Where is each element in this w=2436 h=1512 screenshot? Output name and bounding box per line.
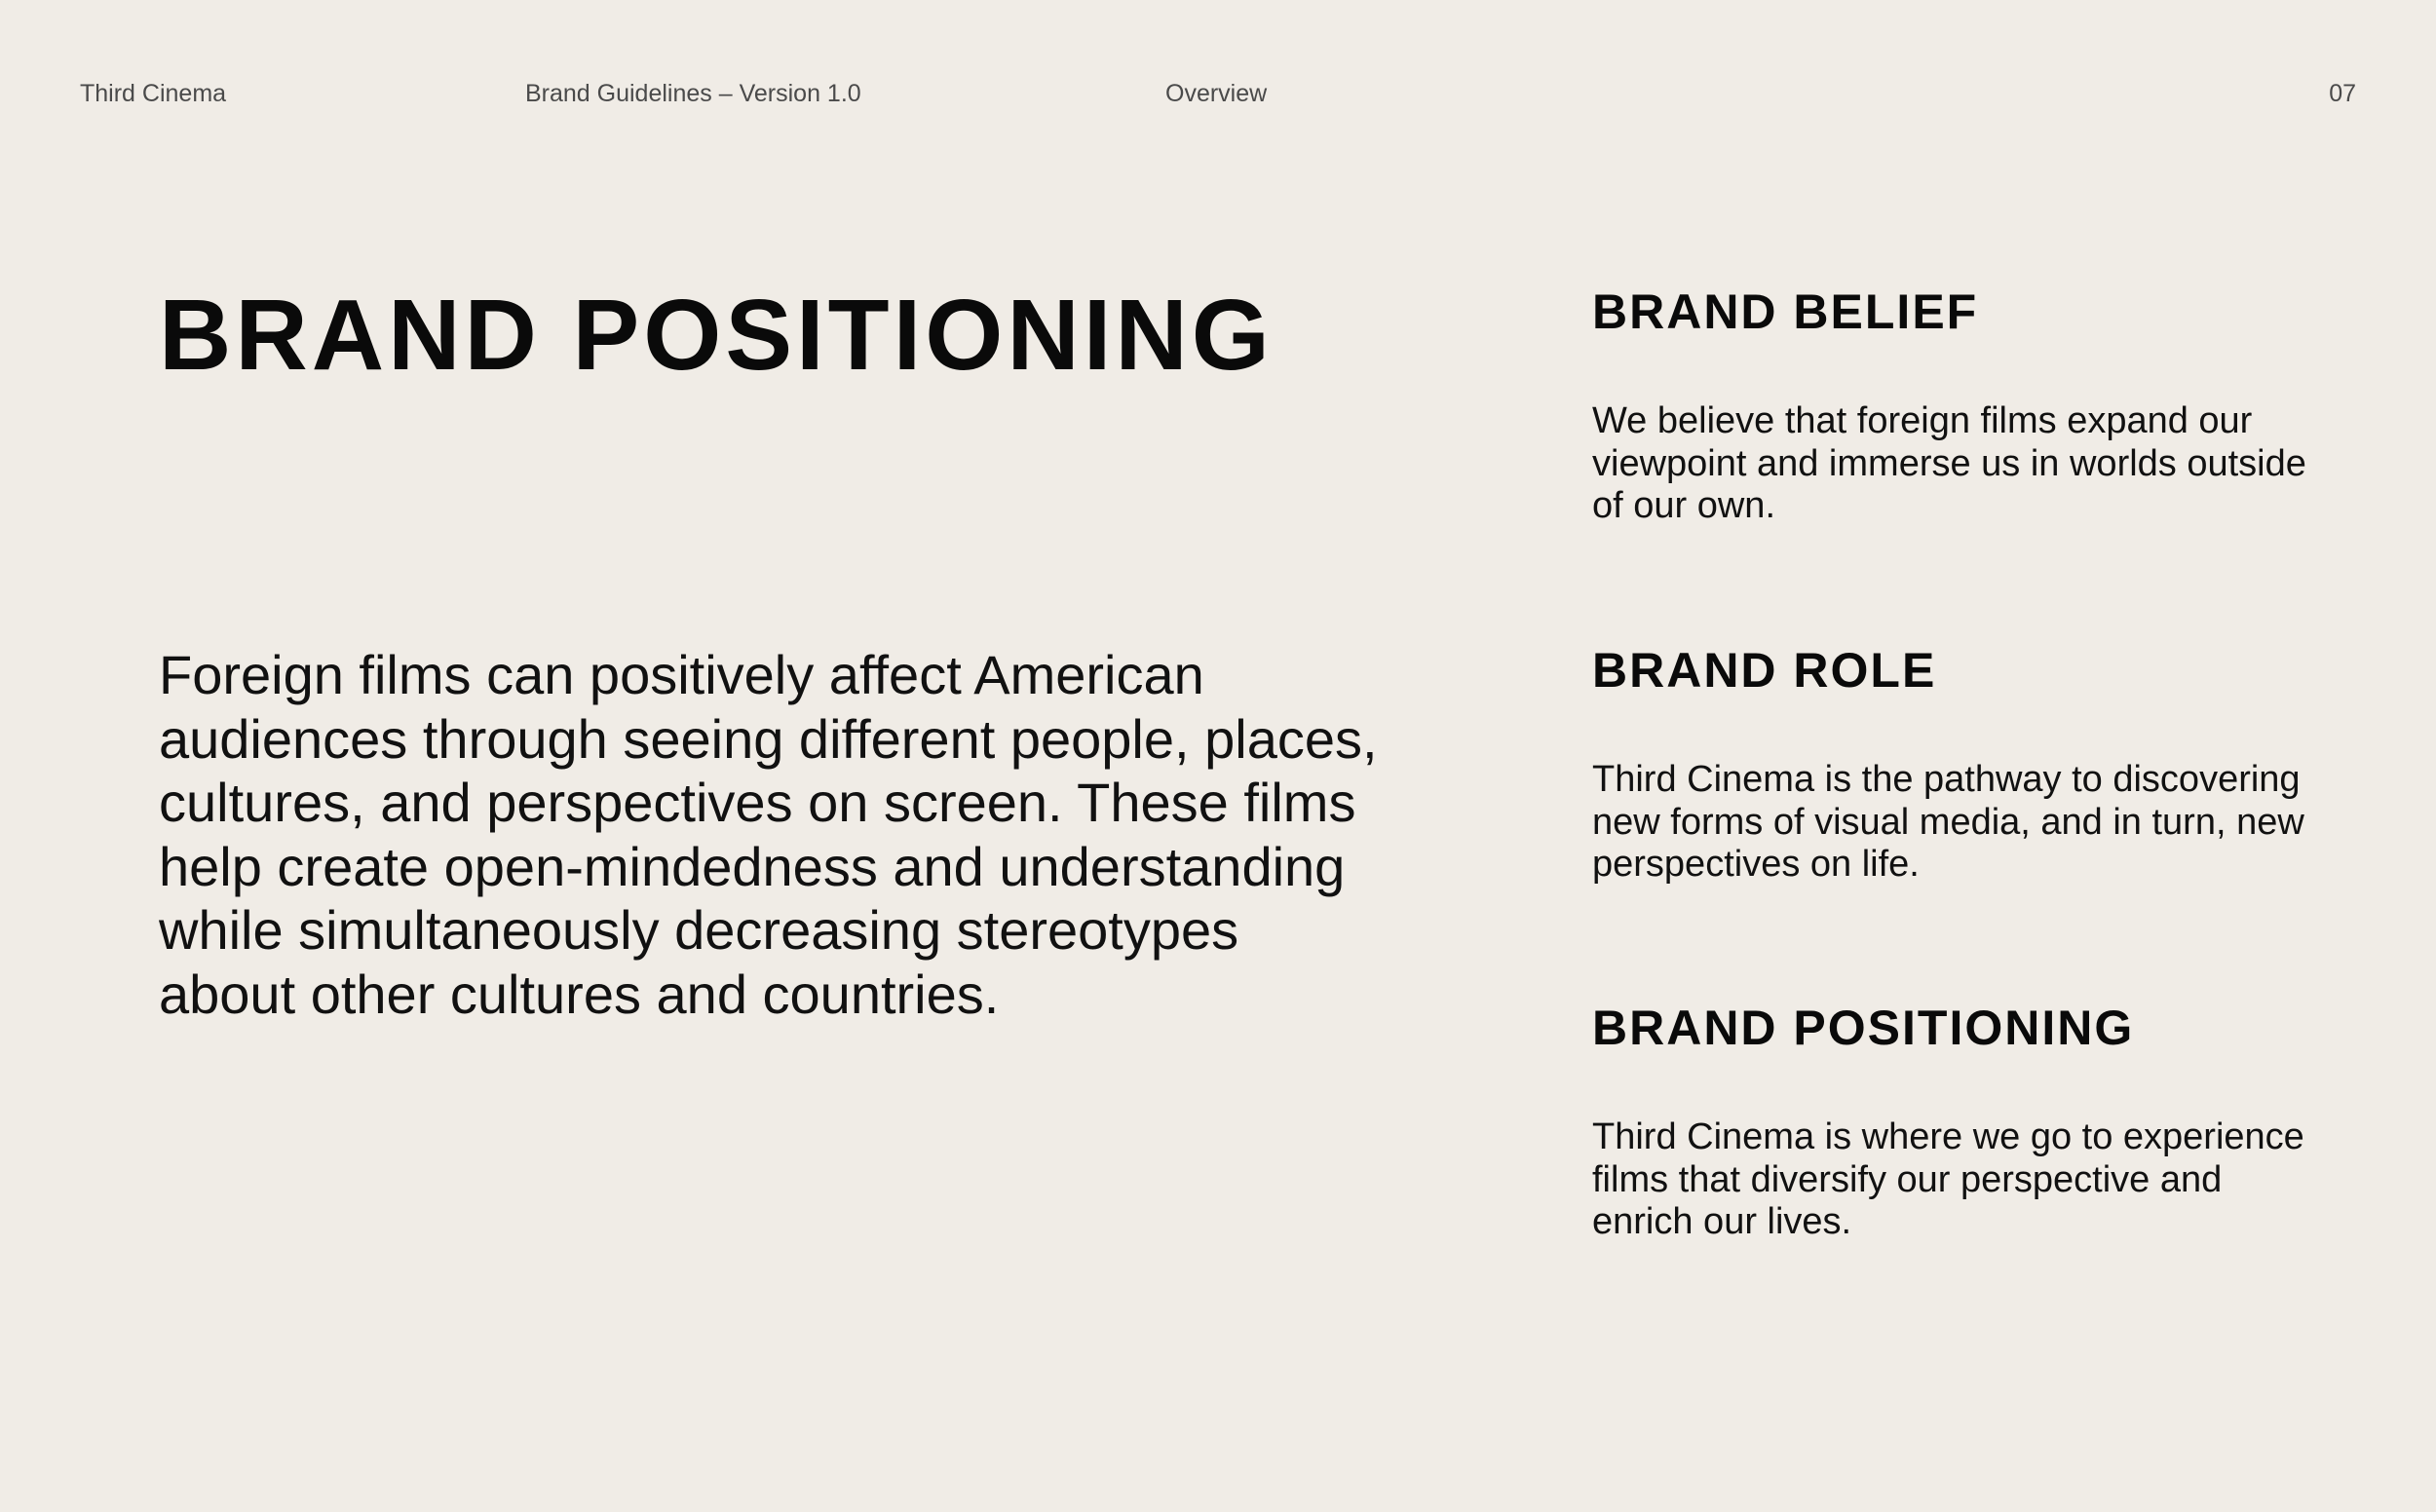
page-title: BRAND POSITIONING: [159, 279, 1274, 391]
brand-role-text: Third Cinema is the pathway to discovering new forms of visual media, and in turn, new perspectives on life.: [1592, 759, 2304, 885]
header-section-name: Overview: [1165, 80, 1268, 107]
header-document-title: Brand Guidelines – Version 1.0: [525, 80, 861, 107]
brand-belief-heading: BRAND BELIEF: [1592, 284, 1979, 339]
positioning-statement: Foreign films can positively affect American audiences through seeing different people, places, cultures, and perspectives on screen. These films help create open-mindedness and understanding while simultaneously decreasing stereotypes about other cultures and countries.: [159, 644, 1378, 1025]
brand-positioning-text: Third Cinema is where we go to experience films that diversify our perspective and enrich our lives.: [1592, 1116, 2304, 1242]
brand-belief-text: We believe that foreign films expand our viewpoint and immerse us in worlds outside of our own.: [1592, 400, 2306, 526]
brand-role-heading: BRAND ROLE: [1592, 643, 1937, 698]
brand-positioning-heading: BRAND POSITIONING: [1592, 1001, 2135, 1055]
header-brand-name: Third Cinema: [80, 80, 227, 107]
page-number: 07: [2329, 80, 2356, 107]
